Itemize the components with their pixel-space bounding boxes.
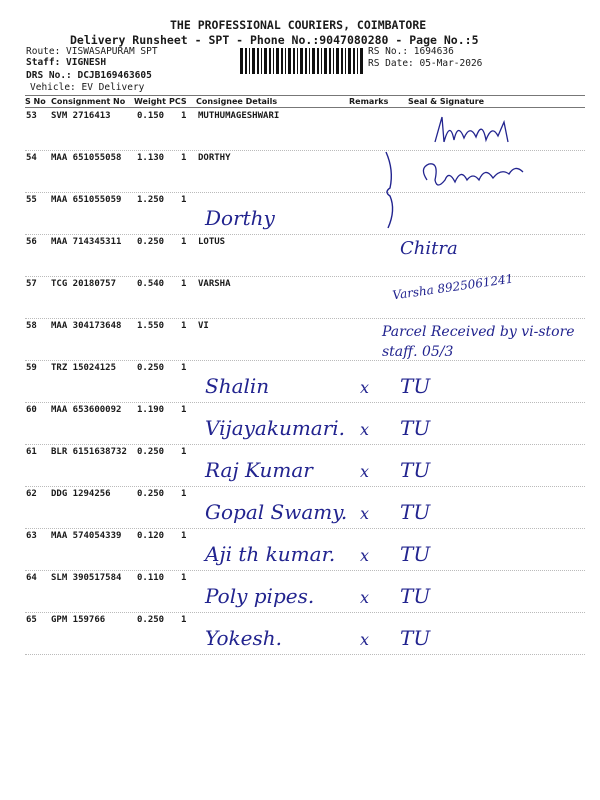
barcode-bar: [252, 48, 255, 74]
row-seal-signature: TU: [400, 542, 431, 566]
row-pcs: 1: [181, 615, 187, 625]
barcode-bar: [288, 48, 291, 74]
row-sno: 65: [26, 615, 37, 625]
barcode-bar: [341, 48, 343, 74]
runsheet-title: Delivery Runsheet - SPT - Phone No.:9047080280 - Page No.:5: [70, 33, 479, 47]
row-consignee: MUTHUMAGESHWARI: [198, 111, 280, 121]
row-pcs: 1: [181, 447, 187, 457]
row-pcs: 1: [181, 111, 187, 121]
row-remark-mark: x: [360, 462, 370, 481]
row-pcs: 1: [181, 321, 187, 331]
barcode-bar: [309, 48, 310, 74]
row-handwritten-name: Shalin: [205, 374, 270, 398]
row-consignment-no: MAA 304173648: [51, 321, 122, 331]
route-label: Route: VISWASAPURAM SPT: [26, 46, 158, 57]
row-divider: [25, 612, 585, 613]
barcode-bar: [281, 48, 283, 74]
col-seal: Seal & Signature: [408, 97, 485, 106]
row-consignment-no: DDG 1294256: [51, 489, 111, 499]
row-weight: 0.250: [137, 615, 165, 625]
barcode-bar: [249, 48, 250, 74]
col-pcs: PCS: [169, 97, 187, 106]
row-pcs: 1: [181, 237, 187, 247]
barcode-bar: [285, 48, 286, 74]
col-consignee: Consignee Details: [196, 97, 278, 106]
rs-number: RS No.: 1694636: [368, 46, 454, 57]
row-handwritten-name: Aji th kumar.: [205, 542, 336, 566]
col-consignment: Consignment No: [51, 97, 126, 106]
barcode-bar: [305, 48, 307, 74]
row-sno: 59: [26, 363, 37, 373]
row-consignment-no: TCG 20180757: [51, 279, 117, 289]
row-handwritten-name: Raj Kumar: [205, 458, 313, 482]
barcode-bar: [257, 48, 259, 74]
barcode: [240, 48, 364, 74]
row-consignment-no: TRZ 15024125: [51, 363, 117, 373]
row-sno: 58: [26, 321, 37, 331]
col-remarks: Remarks: [349, 97, 389, 106]
row-remark-mark: x: [360, 504, 370, 523]
barcode-bar: [276, 48, 279, 74]
row-weight: 0.540: [137, 279, 165, 289]
row-sno: 60: [26, 405, 37, 415]
row-pcs: 1: [181, 195, 187, 205]
row-seal-signature: TU: [400, 500, 431, 524]
row-pcs: 1: [181, 531, 187, 541]
barcode-bar: [324, 48, 327, 74]
row-divider: [25, 402, 585, 403]
barcode-bar: [269, 48, 271, 74]
row-handwritten-name: Gopal Swamy.: [205, 500, 348, 524]
row-handwritten-name: Vijayakumari.: [205, 416, 346, 440]
row-sno: 62: [26, 489, 37, 499]
rs-date: RS Date: 05-Mar-2026: [368, 58, 483, 69]
row-weight: 0.250: [137, 237, 165, 247]
row-consignee: LOTUS: [198, 237, 226, 247]
row-seal-signature: TU: [400, 374, 431, 398]
barcode-bar: [329, 48, 331, 74]
row-remark-mark: x: [360, 588, 370, 607]
barcode-bar: [348, 48, 351, 74]
barcode-bar: [245, 48, 247, 74]
row-weight: 1.130: [137, 153, 165, 163]
row-weight: 0.150: [137, 111, 165, 121]
row-sno: 61: [26, 447, 37, 457]
row-weight: 0.250: [137, 489, 165, 499]
row-consignee: VI: [198, 321, 209, 331]
row-divider: [25, 570, 585, 571]
row-seal-signature: Chitra: [400, 238, 458, 259]
barcode-bar: [300, 48, 303, 74]
row-handwritten-name: Dorthy: [205, 206, 275, 230]
barcode-bar: [333, 48, 334, 74]
row-divider: [25, 318, 585, 319]
barcode-bar: [297, 48, 298, 74]
row-remark-mark: x: [360, 420, 370, 439]
row-weight: 1.550: [137, 321, 165, 331]
row-divider: [25, 444, 585, 445]
row-divider: [25, 234, 585, 235]
row-consignment-no: SVM 2716413: [51, 111, 111, 121]
row-consignment-no: BLR 6151638732: [51, 447, 127, 457]
row-pcs: 1: [181, 153, 187, 163]
row-consignment-no: MAA 651055058: [51, 153, 122, 163]
row-sno: 53: [26, 111, 37, 121]
drs-label: DRS No.: DCJB169463605: [26, 70, 152, 81]
row-weight: 0.250: [137, 447, 165, 457]
bracket-mark: [380, 150, 400, 230]
barcode-bar: [357, 48, 358, 74]
barcode-bar: [353, 48, 355, 74]
vehicle-label: Vehicle: EV Delivery: [30, 82, 145, 93]
staff-label: Staff: VIGNESH: [26, 57, 107, 68]
col-sno: S No: [25, 97, 46, 106]
col-weight: Weight: [134, 97, 166, 106]
row-remark-mark: x: [360, 630, 370, 649]
row-remark-mark: x: [360, 546, 370, 565]
signature-dorthy: [415, 150, 535, 200]
row-seal-signature: TU: [400, 626, 431, 650]
row-consignment-no: GPM 159766: [51, 615, 106, 625]
row-weight: 1.250: [137, 195, 165, 205]
row-weight: 0.120: [137, 531, 165, 541]
barcode-bar: [273, 48, 274, 74]
barcode-bar: [312, 48, 315, 74]
company-name: THE PROFESSIONAL COURIERS, COIMBATORE: [170, 18, 427, 32]
row-seal-signature: TU: [400, 458, 431, 482]
barcode-bar: [240, 48, 243, 74]
row-sno: 64: [26, 573, 37, 583]
row-divider: [25, 486, 585, 487]
row-pcs: 1: [181, 405, 187, 415]
row-seal-signature: TU: [400, 584, 431, 608]
barcode-bar: [360, 48, 363, 74]
row-pcs: 1: [181, 363, 187, 373]
row-sno: 55: [26, 195, 37, 205]
row-sno: 54: [26, 153, 37, 163]
row-weight: 1.190: [137, 405, 165, 415]
barcode-bar: [345, 48, 346, 74]
row-weight: 0.250: [137, 363, 165, 373]
row-consignment-no: MAA 653600092: [51, 405, 122, 415]
row-consignment-no: SLM 390517584: [51, 573, 122, 583]
barcode-bar: [261, 48, 262, 74]
row-handwritten-name: Poly pipes.: [205, 584, 315, 608]
signature-muthumageshwari: [430, 112, 530, 152]
row-consignee: DORTHY: [198, 153, 231, 163]
row-consignment-no: MAA 574054339: [51, 531, 122, 541]
row-consignee: VARSHA: [198, 279, 231, 289]
barcode-bar: [321, 48, 322, 74]
row-seal-signature: Parcel Received by vi-store staff. 05/3: [382, 324, 575, 360]
row-divider: [25, 654, 585, 655]
row-divider: [25, 528, 585, 529]
row-remark-mark: x: [360, 378, 370, 397]
barcode-bar: [293, 48, 295, 74]
row-pcs: 1: [181, 279, 187, 289]
row-handwritten-name: Yokesh.: [205, 626, 282, 650]
row-consignment-no: MAA 714345311: [51, 237, 122, 247]
row-sno: 57: [26, 279, 37, 289]
row-seal-signature: Varsha 8925061241: [391, 271, 515, 303]
row-weight: 0.110: [137, 573, 165, 583]
row-divider: [25, 360, 585, 361]
row-consignment-no: MAA 651055059: [51, 195, 122, 205]
row-pcs: 1: [181, 573, 187, 583]
barcode-bar: [264, 48, 267, 74]
row-sno: 63: [26, 531, 37, 541]
row-sno: 56: [26, 237, 37, 247]
barcode-bar: [317, 48, 319, 74]
row-seal-signature: TU: [400, 416, 431, 440]
row-pcs: 1: [181, 489, 187, 499]
barcode-bar: [336, 48, 339, 74]
